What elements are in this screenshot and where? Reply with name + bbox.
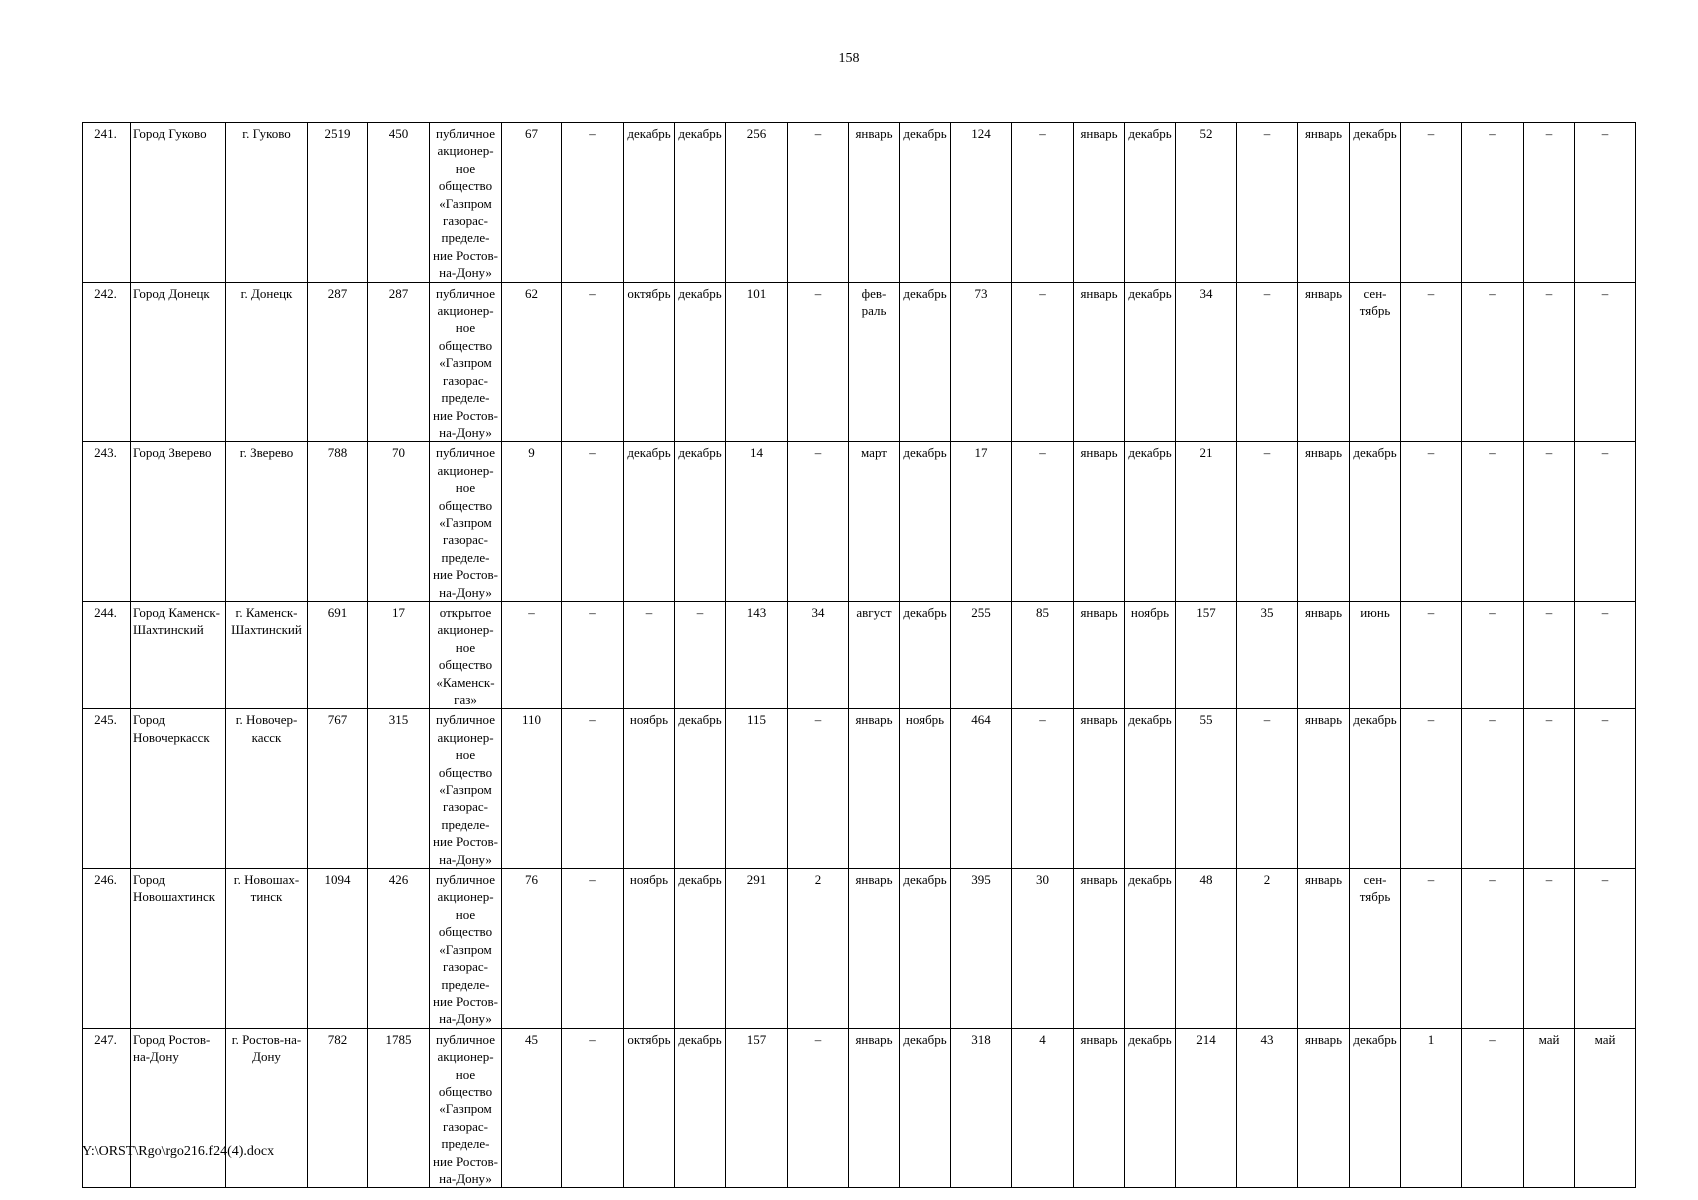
footer-file-path: Y:\ORST\Rgo\rgo216.f24(4).docx <box>82 1144 275 1159</box>
table-cell: 55 <box>1176 709 1237 869</box>
table-cell: – <box>1524 123 1575 283</box>
table-cell: 287 <box>368 282 430 442</box>
table-cell: 9 <box>502 442 562 602</box>
table-cell: – <box>1575 282 1636 442</box>
table-cell: 43 <box>1237 1028 1298 1188</box>
table-cell: 287 <box>308 282 368 442</box>
table-cell: – <box>1575 869 1636 1029</box>
table-cell: октябрь <box>624 282 675 442</box>
table-row <box>83 282 1636 442</box>
table-cell: январь <box>1074 123 1125 283</box>
table-cell: 4 <box>1012 1028 1074 1188</box>
table-cell: январь <box>1298 869 1350 1029</box>
table-cell: 14 <box>726 442 788 602</box>
table-cell: 788 <box>308 442 368 602</box>
table-cell: декабрь <box>1125 123 1176 283</box>
table-cell: 110 <box>502 709 562 869</box>
table-cell: Город Зверево <box>131 442 226 602</box>
table-cell: март <box>849 442 900 602</box>
table-cell: 52 <box>1176 123 1237 283</box>
table-cell: декабрь <box>624 442 675 602</box>
table-cell: 767 <box>308 709 368 869</box>
table-cell: – <box>1462 282 1524 442</box>
table-cell: публичное акционер-ное общество «Газпром газорас-пределе-ние Ростов-на-Дону» <box>430 1028 502 1188</box>
table-cell: – <box>1575 709 1636 869</box>
table-cell: 34 <box>788 601 849 708</box>
table-cell: 782 <box>308 1028 368 1188</box>
table-cell: декабрь <box>675 123 726 283</box>
table-cell: январь <box>849 869 900 1029</box>
table-cell: 464 <box>951 709 1012 869</box>
table-cell: август <box>849 601 900 708</box>
table-cell: декабрь <box>1125 1028 1176 1188</box>
table-cell: – <box>788 282 849 442</box>
table-cell: – <box>1524 709 1575 869</box>
table-cell: 255 <box>951 601 1012 708</box>
table-cell: – <box>562 442 624 602</box>
table-cell: – <box>1462 1028 1524 1188</box>
table-cell: 157 <box>726 1028 788 1188</box>
table-cell: – <box>1524 282 1575 442</box>
table-cell: ноябрь <box>1125 601 1176 708</box>
table-cell: январь <box>849 123 900 283</box>
table-cell: 17 <box>368 601 430 708</box>
table-cell: декабрь <box>1125 282 1176 442</box>
table-cell: Город Донецк <box>131 282 226 442</box>
table-cell: г. Каменск-Шахтинский <box>226 601 308 708</box>
table-cell: – <box>1524 869 1575 1029</box>
table-cell: ноябрь <box>624 709 675 869</box>
table-cell: январь <box>1074 1028 1125 1188</box>
table-cell: январь <box>1298 1028 1350 1188</box>
table-cell: 315 <box>368 709 430 869</box>
table-cell: 48 <box>1176 869 1237 1029</box>
table-cell: октябрь <box>624 1028 675 1188</box>
table-cell: декабрь <box>1125 442 1176 602</box>
table-cell: – <box>1462 442 1524 602</box>
table-cell: январь <box>1298 601 1350 708</box>
table-cell: – <box>1401 709 1462 869</box>
table-cell: – <box>1012 123 1074 283</box>
table-cell: г. Новочер-касск <box>226 709 308 869</box>
table-cell: 124 <box>951 123 1012 283</box>
table-cell: – <box>624 601 675 708</box>
table-cell: – <box>562 709 624 869</box>
table-cell: ноябрь <box>900 709 951 869</box>
table-cell: – <box>1575 123 1636 283</box>
table-cell: фев-раль <box>849 282 900 442</box>
table-row <box>83 123 1636 283</box>
table-cell: 143 <box>726 601 788 708</box>
row-number-cell: 245. <box>83 709 131 869</box>
table-cell: – <box>788 123 849 283</box>
table-cell: – <box>1462 123 1524 283</box>
table-cell: 70 <box>368 442 430 602</box>
table-cell: 62 <box>502 282 562 442</box>
table-cell: май <box>1575 1028 1636 1188</box>
table-cell: – <box>562 282 624 442</box>
row-number-cell: 244. <box>83 601 131 708</box>
table-cell: декабрь <box>900 601 951 708</box>
table-cell: сен-тябрь <box>1350 282 1401 442</box>
table-cell: – <box>788 442 849 602</box>
table-cell: январь <box>1298 123 1350 283</box>
table-cell: 450 <box>368 123 430 283</box>
table-cell: декабрь <box>1125 709 1176 869</box>
table-cell: декабрь <box>900 282 951 442</box>
table-cell: – <box>1401 123 1462 283</box>
row-number-cell: 243. <box>83 442 131 602</box>
table-cell: январь <box>1074 869 1125 1029</box>
table-cell: публичное акционер-ное общество «Газпром газорас-пределе-ние Ростов-на-Дону» <box>430 869 502 1029</box>
table-cell: 691 <box>308 601 368 708</box>
table-cell: сен-тябрь <box>1350 869 1401 1029</box>
table-cell: январь <box>1074 282 1125 442</box>
table-cell: 256 <box>726 123 788 283</box>
table-cell: январь <box>1298 709 1350 869</box>
table-cell: – <box>1462 869 1524 1029</box>
table-cell: – <box>562 601 624 708</box>
table-cell: декабрь <box>900 1028 951 1188</box>
table-cell: г. Новошах-тинск <box>226 869 308 1029</box>
table-cell: г. Гуково <box>226 123 308 283</box>
table-cell: 30 <box>1012 869 1074 1029</box>
table-cell: 34 <box>1176 282 1237 442</box>
table-cell: 1 <box>1401 1028 1462 1188</box>
table-cell: январь <box>849 709 900 869</box>
table-cell: – <box>1401 601 1462 708</box>
row-number-cell: 242. <box>83 282 131 442</box>
table-cell: декабрь <box>900 869 951 1029</box>
table-cell: 1094 <box>308 869 368 1029</box>
table-cell: 1785 <box>368 1028 430 1188</box>
table-cell: – <box>675 601 726 708</box>
table-cell: декабрь <box>900 123 951 283</box>
table-cell: декабрь <box>675 869 726 1029</box>
table-cell: Город Гуково <box>131 123 226 283</box>
table-cell: январь <box>1298 282 1350 442</box>
table-cell: январь <box>849 1028 900 1188</box>
table-cell: – <box>1575 442 1636 602</box>
table-cell: – <box>1237 123 1298 283</box>
table-cell: 157 <box>1176 601 1237 708</box>
table-cell: декабрь <box>675 442 726 602</box>
table-cell: декабрь <box>1350 1028 1401 1188</box>
table-cell: декабрь <box>1350 442 1401 602</box>
table-cell: – <box>1524 601 1575 708</box>
table-cell: 67 <box>502 123 562 283</box>
table-cell: 2 <box>1237 869 1298 1029</box>
table-cell: 115 <box>726 709 788 869</box>
table-cell: 35 <box>1237 601 1298 708</box>
table-cell: 17 <box>951 442 1012 602</box>
table-row <box>83 1028 1636 1188</box>
table-cell: – <box>788 709 849 869</box>
table-cell: публичное акционер-ное общество «Газпром газорас-пределе-ние Ростов-на-Дону» <box>430 709 502 869</box>
table-cell: – <box>788 1028 849 1188</box>
table-cell: 85 <box>1012 601 1074 708</box>
table-cell: 2519 <box>308 123 368 283</box>
table-cell: публичное акционер-ное общество «Газпром газорас-пределе-ние Ростов-на-Дону» <box>430 123 502 283</box>
table-row <box>83 709 1636 869</box>
table-cell: ноябрь <box>624 869 675 1029</box>
table-cell: г. Ростов-на-Дону <box>226 1028 308 1188</box>
table-cell: – <box>1012 282 1074 442</box>
table-cell: Город Каменск-Шахтинский <box>131 601 226 708</box>
table-cell: – <box>1237 442 1298 602</box>
table-cell: 45 <box>502 1028 562 1188</box>
table-cell: – <box>562 869 624 1029</box>
table-cell: декабрь <box>900 442 951 602</box>
table-cell: Город Новочеркасск <box>131 709 226 869</box>
table-cell: г. Зверево <box>226 442 308 602</box>
table-cell: 101 <box>726 282 788 442</box>
table-cell: – <box>1401 442 1462 602</box>
table-cell: 21 <box>1176 442 1237 602</box>
table-cell: публичное акционер-ное общество «Газпром газорас-пределе-ние Ростов-на-Дону» <box>430 282 502 442</box>
data-table <box>82 122 1636 1188</box>
table-cell: 73 <box>951 282 1012 442</box>
table-cell: – <box>562 123 624 283</box>
page-number: 158 <box>838 51 860 66</box>
table-cell: – <box>1401 282 1462 442</box>
table-row <box>83 601 1636 708</box>
table-cell: декабрь <box>624 123 675 283</box>
row-number-cell: 247. <box>83 1028 131 1188</box>
table-cell: январь <box>1074 442 1125 602</box>
table-cell: Город Ростов-на-Дону <box>131 1028 226 1188</box>
table-cell: декабрь <box>675 709 726 869</box>
table-cell: – <box>1012 442 1074 602</box>
table-cell: декабрь <box>1125 869 1176 1029</box>
table-cell: май <box>1524 1028 1575 1188</box>
table-cell: – <box>502 601 562 708</box>
row-number-cell: 241. <box>83 123 131 283</box>
table-cell: январь <box>1074 601 1125 708</box>
table-row <box>83 442 1636 602</box>
row-number-cell: 246. <box>83 869 131 1029</box>
table-cell: 2 <box>788 869 849 1029</box>
table-cell: декабрь <box>675 282 726 442</box>
table-cell: январь <box>1298 442 1350 602</box>
table-cell: – <box>1237 282 1298 442</box>
table-cell: – <box>1462 709 1524 869</box>
table-cell: 395 <box>951 869 1012 1029</box>
table-cell: – <box>562 1028 624 1188</box>
table-cell: июнь <box>1350 601 1401 708</box>
table-row <box>83 869 1636 1029</box>
table-cell: открытое акционер-ное общество «Каменск-газ» <box>430 601 502 708</box>
table-cell: – <box>1575 601 1636 708</box>
table-cell: публичное акционер-ное общество «Газпром газорас-пределе-ние Ростов-на-Дону» <box>430 442 502 602</box>
table-cell: 318 <box>951 1028 1012 1188</box>
table-cell: декабрь <box>675 1028 726 1188</box>
table-cell: январь <box>1074 709 1125 869</box>
table-cell: Город Новошахтинск <box>131 869 226 1029</box>
table-cell: г. Донецк <box>226 282 308 442</box>
table-cell: декабрь <box>1350 123 1401 283</box>
table-cell: – <box>1012 709 1074 869</box>
table-cell: 426 <box>368 869 430 1029</box>
table-cell: декабрь <box>1350 709 1401 869</box>
table-cell: – <box>1462 601 1524 708</box>
table-cell: – <box>1524 442 1575 602</box>
table-cell: 214 <box>1176 1028 1237 1188</box>
table-cell: 291 <box>726 869 788 1029</box>
table-cell: – <box>1237 709 1298 869</box>
table-cell: – <box>1401 869 1462 1029</box>
table-cell: 76 <box>502 869 562 1029</box>
